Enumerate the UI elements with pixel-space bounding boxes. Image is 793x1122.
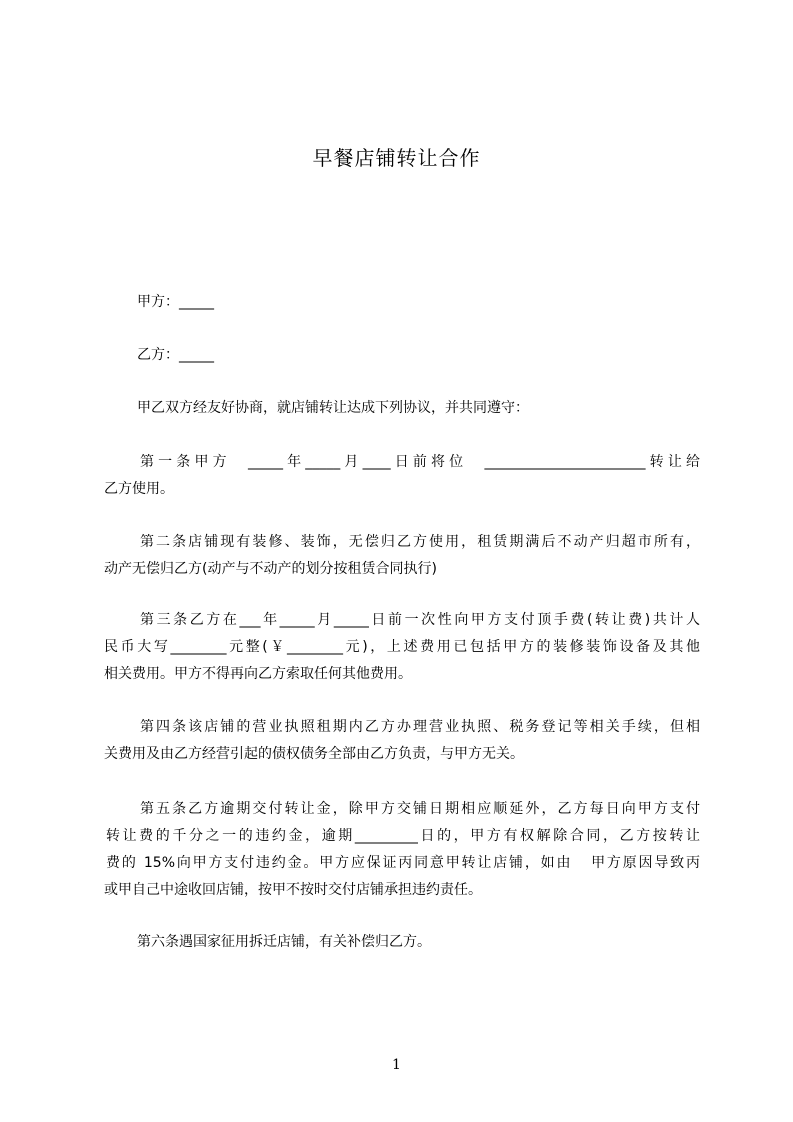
- clause-3-line-1: 第三条乙方在___年_____月_____日前一次性向甲方支付顶手费(转让费)共计人: [140, 612, 700, 628]
- clause-5-line-2: 转让费的千分之一的违约金，逾期_________日的，甲方有权解除合同，乙方按转让: [106, 828, 700, 844]
- clause-2-line-2: 动产无偿归乙方(动产与不动产的划分按租赁合同执行): [104, 561, 437, 577]
- document-title: 早餐店铺转让合作: [312, 146, 481, 170]
- clause-5-line-3: 费的 15%向甲方支付违约金。甲方应保证丙同意甲转让店铺，如由 甲方原因导致丙: [106, 855, 700, 871]
- clause-2-line-1: 第二条店铺现有装修、装饰，无偿归乙方使用，租赁期满后不动产归超市所有，: [140, 534, 700, 550]
- page-number: 1: [392, 1057, 401, 1073]
- clause-4-line-1: 第四条该店铺的营业执照租期内乙方办理营业执照、税务登记等相关手续，但相: [140, 719, 700, 735]
- clause-3-line-3: 相关费用。甲方不得再向乙方索取任何其他费用。: [104, 666, 412, 682]
- clause-3-line-2: 民币大写________元整(￥________元)，上述费用已包括甲方的装修装饰设备及其他: [104, 639, 700, 655]
- clause-5-line-4: 或甲自己中途收回店铺，按甲不按时交付店铺承担违约责任。: [104, 882, 482, 898]
- preamble-paragraph: 甲乙双方经友好协商，就店铺转让达成下列协议，并共同遵守：: [137, 400, 529, 416]
- clause-1-line-2: 乙方使用。: [104, 481, 174, 497]
- clause-1-line-1: 第一条甲方 _____年_____月____日前将位 _______________________转让给: [140, 454, 700, 470]
- clause-6-line-1: 第六条遇国家征用拆迁店铺，有关补偿归乙方。: [137, 934, 431, 950]
- party-b-line: 乙方：_____: [137, 347, 214, 363]
- clause-5-line-1: 第五条乙方逾期交付转让金，除甲方交铺日期相应顺延外，乙方每日向甲方支付: [140, 801, 700, 817]
- party-a-line: 甲方：_____: [137, 294, 214, 310]
- clause-4-line-2: 关费用及由乙方经营引起的债权债务全部由乙方负责，与甲方无关。: [104, 746, 524, 762]
